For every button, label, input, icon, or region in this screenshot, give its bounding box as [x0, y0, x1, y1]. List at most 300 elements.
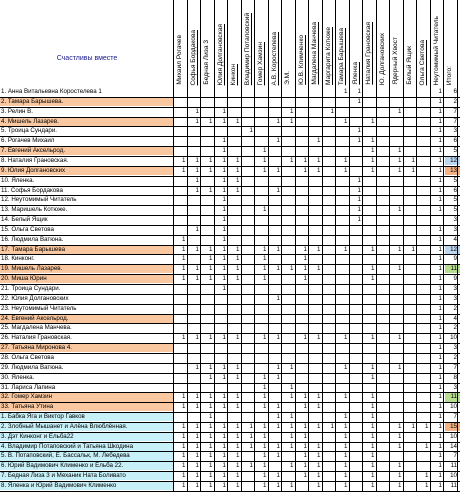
vote-cell[interactable]: 1: [195, 156, 199, 164]
vote-cell[interactable]: [201, 127, 214, 135]
vote-cell[interactable]: 1: [344, 117, 348, 125]
vote-cell[interactable]: [417, 118, 430, 126]
column-header[interactable]: [201, 0, 214, 87]
vote-cell[interactable]: 1: [411, 166, 415, 174]
vote-cell[interactable]: [242, 364, 255, 372]
vote-cell[interactable]: [404, 344, 417, 352]
vote-cell[interactable]: 1: [398, 166, 402, 174]
vote-cell[interactable]: [363, 226, 376, 234]
vote-cell[interactable]: [174, 295, 187, 303]
vote-cell[interactable]: [336, 206, 349, 214]
vote-cell[interactable]: [188, 127, 201, 135]
vote-cell[interactable]: [417, 246, 430, 254]
vote-cell[interactable]: 1: [398, 107, 402, 115]
vote-cell[interactable]: 1: [263, 275, 267, 283]
vote-cell[interactable]: [323, 443, 336, 451]
vote-cell[interactable]: [363, 344, 376, 352]
vote-cell[interactable]: [417, 147, 430, 155]
vote-cell[interactable]: 1: [357, 137, 361, 145]
vote-cell[interactable]: [323, 433, 336, 441]
row-total[interactable]: 3: [453, 216, 457, 224]
vote-cell[interactable]: 1: [195, 334, 199, 342]
vote-cell[interactable]: 1: [438, 285, 442, 292]
vote-cell[interactable]: [323, 118, 336, 126]
vote-cell[interactable]: 1: [276, 117, 280, 125]
vote-cell[interactable]: 1: [263, 245, 267, 253]
vote-cell[interactable]: [242, 384, 255, 392]
vote-cell[interactable]: 1: [398, 462, 402, 470]
vote-cell[interactable]: [201, 305, 214, 313]
vote-cell[interactable]: [282, 196, 295, 204]
vote-cell[interactable]: [363, 98, 376, 106]
vote-cell[interactable]: [255, 344, 268, 352]
vote-cell[interactable]: [242, 216, 255, 224]
vote-cell[interactable]: 1: [195, 275, 199, 283]
vote-cell[interactable]: [255, 108, 268, 116]
vote-cell[interactable]: 1: [195, 442, 199, 450]
vote-cell[interactable]: 1: [371, 413, 375, 421]
vote-cell[interactable]: [242, 334, 255, 342]
vote-cell[interactable]: [404, 305, 417, 313]
vote-cell[interactable]: 1: [222, 393, 226, 401]
vote-cell[interactable]: [296, 118, 309, 126]
vote-cell[interactable]: [417, 403, 430, 411]
vote-cell[interactable]: [242, 88, 255, 96]
vote-cell[interactable]: [350, 413, 363, 421]
vote-cell[interactable]: [269, 196, 282, 204]
vote-cell[interactable]: 1: [182, 452, 186, 460]
vote-cell[interactable]: [296, 354, 309, 362]
vote-cell[interactable]: 1: [182, 403, 186, 411]
vote-cell[interactable]: 1: [344, 166, 348, 174]
vote-cell[interactable]: [323, 127, 336, 135]
vote-cell[interactable]: 1: [317, 393, 321, 401]
vote-cell[interactable]: [282, 127, 295, 135]
vote-cell[interactable]: [350, 364, 363, 372]
vote-cell[interactable]: [377, 157, 390, 165]
vote-cell[interactable]: [174, 137, 187, 145]
vote-cell[interactable]: [242, 196, 255, 204]
column-header[interactable]: [255, 0, 268, 87]
vote-cell[interactable]: [282, 295, 295, 303]
vote-cell[interactable]: [377, 118, 390, 126]
vote-cell[interactable]: 1: [236, 482, 240, 489]
vote-cell[interactable]: [242, 374, 255, 382]
vote-cell[interactable]: [377, 364, 390, 372]
vote-cell[interactable]: [323, 285, 336, 293]
vote-cell[interactable]: [336, 275, 349, 283]
vote-cell[interactable]: 1: [236, 275, 240, 283]
row-total[interactable]: 9: [453, 255, 457, 263]
vote-cell[interactable]: 1: [209, 422, 213, 430]
vote-cell[interactable]: 1: [438, 304, 442, 312]
vote-cell[interactable]: 1: [236, 462, 240, 470]
vote-cell[interactable]: 1: [344, 88, 348, 95]
vote-cell[interactable]: 1: [209, 255, 213, 263]
vote-cell[interactable]: 1: [371, 265, 375, 273]
vote-cell[interactable]: 1: [182, 432, 186, 440]
vote-cell[interactable]: 1: [438, 235, 442, 243]
vote-cell[interactable]: 1: [209, 413, 213, 421]
vote-cell[interactable]: [404, 472, 417, 480]
vote-cell[interactable]: 1: [195, 117, 199, 125]
vote-cell[interactable]: [269, 305, 282, 313]
vote-cell[interactable]: [174, 344, 187, 352]
vote-cell[interactable]: 1: [317, 452, 321, 460]
vote-cell[interactable]: 1: [222, 422, 226, 430]
row-total[interactable]: 12: [445, 157, 460, 165]
vote-cell[interactable]: 1: [222, 245, 226, 253]
vote-cell[interactable]: [417, 236, 430, 244]
vote-cell[interactable]: [188, 413, 201, 421]
row-total[interactable]: 3: [453, 294, 457, 302]
vote-cell[interactable]: [269, 226, 282, 234]
vote-cell[interactable]: [377, 423, 390, 431]
vote-cell[interactable]: 1: [398, 422, 402, 430]
vote-cell[interactable]: 1: [290, 432, 294, 440]
vote-cell[interactable]: [228, 384, 241, 392]
column-header[interactable]: [431, 0, 444, 87]
vote-cell[interactable]: 1: [438, 245, 442, 253]
vote-cell[interactable]: 1: [209, 452, 213, 460]
vote-cell[interactable]: [363, 354, 376, 362]
vote-cell[interactable]: [174, 315, 187, 323]
vote-cell[interactable]: [255, 364, 268, 372]
vote-cell[interactable]: 1: [222, 225, 226, 233]
vote-cell[interactable]: [188, 295, 201, 303]
row-name-cell[interactable]: [0, 393, 173, 401]
vote-cell[interactable]: 1: [209, 117, 213, 125]
vote-cell[interactable]: [377, 285, 390, 293]
vote-cell[interactable]: [377, 226, 390, 234]
vote-cell[interactable]: 1: [182, 235, 186, 243]
vote-cell[interactable]: [255, 127, 268, 135]
vote-cell[interactable]: 1: [182, 156, 186, 164]
vote-cell[interactable]: 1: [398, 334, 402, 342]
row-name-cell[interactable]: [0, 177, 173, 185]
vote-cell[interactable]: [296, 187, 309, 195]
vote-cell[interactable]: 1: [438, 422, 442, 430]
vote-cell[interactable]: [350, 374, 363, 382]
vote-cell[interactable]: [242, 255, 255, 263]
vote-cell[interactable]: 1: [344, 432, 348, 440]
vote-cell[interactable]: [404, 206, 417, 214]
vote-cell[interactable]: 1: [209, 482, 213, 489]
vote-cell[interactable]: [242, 275, 255, 283]
vote-cell[interactable]: 1: [303, 452, 307, 460]
vote-cell[interactable]: [282, 246, 295, 254]
vote-cell[interactable]: [404, 354, 417, 362]
vote-cell[interactable]: [350, 246, 363, 254]
row-name-cell[interactable]: [0, 137, 173, 145]
vote-cell[interactable]: 1: [438, 186, 442, 194]
vote-cell[interactable]: 1: [222, 285, 226, 292]
vote-cell[interactable]: 1: [209, 275, 213, 283]
vote-cell[interactable]: 1: [276, 422, 280, 430]
vote-cell[interactable]: [323, 472, 336, 480]
vote-cell[interactable]: [323, 315, 336, 323]
vote-cell[interactable]: [242, 295, 255, 303]
vote-cell[interactable]: [336, 324, 349, 332]
vote-cell[interactable]: [363, 127, 376, 135]
vote-cell[interactable]: [404, 462, 417, 470]
vote-cell[interactable]: [282, 177, 295, 185]
vote-cell[interactable]: 1: [276, 137, 280, 145]
vote-cell[interactable]: 1: [236, 265, 240, 273]
vote-cell[interactable]: 1: [344, 472, 348, 480]
vote-cell[interactable]: [228, 88, 241, 96]
column-header[interactable]: [242, 0, 255, 87]
vote-cell[interactable]: [323, 246, 336, 254]
vote-cell[interactable]: [242, 226, 255, 234]
vote-cell[interactable]: 1: [276, 363, 280, 371]
vote-cell[interactable]: [242, 98, 255, 106]
vote-cell[interactable]: [417, 255, 430, 263]
vote-cell[interactable]: [201, 285, 214, 293]
vote-cell[interactable]: [242, 452, 255, 460]
vote-cell[interactable]: [363, 315, 376, 323]
vote-cell[interactable]: [377, 354, 390, 362]
vote-cell[interactable]: [215, 88, 228, 96]
vote-cell[interactable]: [323, 295, 336, 303]
column-header[interactable]: [336, 0, 349, 87]
vote-cell[interactable]: 1: [195, 403, 199, 411]
vote-cell[interactable]: [269, 433, 282, 441]
vote-cell[interactable]: 1: [222, 275, 226, 283]
vote-cell[interactable]: 1: [425, 442, 429, 450]
vote-cell[interactable]: 1: [303, 166, 307, 174]
vote-cell[interactable]: [336, 216, 349, 224]
vote-cell[interactable]: 1: [371, 472, 375, 480]
vote-cell[interactable]: [309, 315, 322, 323]
vote-cell[interactable]: 1: [182, 482, 186, 489]
vote-cell[interactable]: [363, 305, 376, 313]
vote-cell[interactable]: [350, 452, 363, 460]
vote-cell[interactable]: [242, 403, 255, 411]
vote-cell[interactable]: 1: [317, 422, 321, 430]
vote-cell[interactable]: 1: [236, 255, 240, 263]
row-total[interactable]: 3: [453, 225, 457, 233]
column-header[interactable]: [417, 0, 430, 87]
vote-cell[interactable]: [350, 285, 363, 293]
vote-cell[interactable]: [309, 413, 322, 421]
vote-cell[interactable]: [404, 384, 417, 392]
vote-cell[interactable]: [323, 177, 336, 185]
vote-cell[interactable]: [188, 98, 201, 106]
vote-cell[interactable]: 1: [209, 403, 213, 411]
vote-cell[interactable]: [323, 265, 336, 273]
vote-cell[interactable]: 1: [344, 482, 348, 489]
vote-cell[interactable]: [282, 344, 295, 352]
vote-cell[interactable]: [390, 88, 403, 96]
row-name-cell[interactable]: [0, 354, 173, 362]
vote-cell[interactable]: [255, 305, 268, 313]
vote-cell[interactable]: 1: [222, 235, 226, 243]
vote-cell[interactable]: 1: [263, 166, 267, 174]
vote-cell[interactable]: 1: [357, 176, 361, 184]
vote-cell[interactable]: [323, 167, 336, 175]
vote-cell[interactable]: [242, 413, 255, 421]
vote-cell[interactable]: [404, 295, 417, 303]
vote-cell[interactable]: [404, 137, 417, 145]
vote-cell[interactable]: [255, 226, 268, 234]
row-total[interactable]: 5: [453, 206, 457, 214]
vote-cell[interactable]: [282, 137, 295, 145]
vote-cell[interactable]: [228, 216, 241, 224]
vote-cell[interactable]: [309, 108, 322, 116]
vote-cell[interactable]: 1: [438, 472, 442, 480]
vote-cell[interactable]: 1: [236, 117, 240, 125]
vote-cell[interactable]: [336, 295, 349, 303]
vote-cell[interactable]: [174, 118, 187, 126]
vote-cell[interactable]: [188, 374, 201, 382]
vote-cell[interactable]: [188, 88, 201, 96]
vote-cell[interactable]: 1: [317, 462, 321, 470]
row-total[interactable]: 10: [450, 432, 457, 440]
vote-cell[interactable]: 1: [290, 442, 294, 450]
vote-cell[interactable]: [201, 344, 214, 352]
row-name-cell[interactable]: [0, 403, 173, 411]
vote-cell[interactable]: [296, 88, 309, 96]
vote-cell[interactable]: 1: [209, 265, 213, 273]
vote-cell[interactable]: [228, 127, 241, 135]
column-header[interactable]: [323, 0, 336, 87]
vote-cell[interactable]: [350, 147, 363, 155]
vote-cell[interactable]: 1: [209, 373, 213, 381]
vote-cell[interactable]: 1: [398, 432, 402, 440]
vote-cell[interactable]: [309, 98, 322, 106]
vote-cell[interactable]: 1: [276, 403, 280, 411]
vote-cell[interactable]: [363, 206, 376, 214]
vote-cell[interactable]: 1: [195, 393, 199, 401]
vote-cell[interactable]: 1: [263, 462, 267, 470]
vote-cell[interactable]: 1: [371, 117, 375, 125]
vote-cell[interactable]: 1: [195, 472, 199, 480]
row-name-cell[interactable]: [0, 216, 173, 224]
vote-cell[interactable]: [417, 315, 430, 323]
vote-cell[interactable]: 1: [371, 156, 375, 164]
vote-cell[interactable]: [201, 196, 214, 204]
vote-cell[interactable]: [417, 226, 430, 234]
vote-cell[interactable]: 1: [438, 432, 442, 440]
vote-cell[interactable]: [282, 88, 295, 96]
vote-cell[interactable]: [188, 305, 201, 313]
vote-cell[interactable]: [390, 374, 403, 382]
vote-cell[interactable]: [282, 354, 295, 362]
vote-cell[interactable]: [350, 354, 363, 362]
vote-cell[interactable]: [309, 147, 322, 155]
vote-cell[interactable]: 1: [317, 156, 321, 164]
vote-cell[interactable]: [377, 216, 390, 224]
vote-cell[interactable]: [404, 393, 417, 401]
vote-cell[interactable]: [377, 384, 390, 392]
vote-cell[interactable]: [228, 285, 241, 293]
vote-cell[interactable]: 1: [263, 393, 267, 401]
vote-cell[interactable]: 1: [290, 107, 294, 115]
vote-cell[interactable]: 1: [398, 265, 402, 273]
row-total[interactable]: 7: [453, 413, 457, 421]
vote-cell[interactable]: [350, 118, 363, 126]
vote-cell[interactable]: 1: [357, 127, 361, 135]
vote-cell[interactable]: 1: [263, 472, 267, 480]
vote-cell[interactable]: 1: [317, 137, 321, 145]
row-name-cell[interactable]: [0, 196, 173, 204]
vote-cell[interactable]: [417, 177, 430, 185]
vote-cell[interactable]: [404, 108, 417, 116]
vote-cell[interactable]: 1: [438, 176, 442, 184]
row-total[interactable]: 11: [450, 462, 457, 470]
vote-cell[interactable]: [309, 255, 322, 263]
vote-cell[interactable]: [228, 196, 241, 204]
vote-cell[interactable]: [255, 324, 268, 332]
vote-cell[interactable]: [242, 246, 255, 254]
vote-cell[interactable]: [269, 255, 282, 263]
row-total[interactable]: 8: [453, 373, 457, 381]
vote-cell[interactable]: 1: [182, 166, 186, 174]
column-header[interactable]: [174, 0, 187, 87]
vote-cell[interactable]: [228, 344, 241, 352]
vote-cell[interactable]: [188, 344, 201, 352]
row-name-cell[interactable]: [0, 315, 173, 323]
vote-cell[interactable]: 1: [222, 462, 226, 470]
vote-cell[interactable]: [404, 285, 417, 293]
vote-cell[interactable]: [390, 275, 403, 283]
vote-cell[interactable]: [309, 433, 322, 441]
vote-cell[interactable]: [188, 196, 201, 204]
vote-cell[interactable]: [228, 236, 241, 244]
vote-cell[interactable]: [390, 118, 403, 126]
vote-cell[interactable]: [404, 452, 417, 460]
vote-cell[interactable]: 1: [317, 245, 321, 253]
vote-cell[interactable]: [269, 88, 282, 96]
vote-cell[interactable]: [309, 324, 322, 332]
vote-cell[interactable]: [255, 196, 268, 204]
vote-cell[interactable]: [390, 226, 403, 234]
row-name-cell[interactable]: [0, 482, 173, 490]
vote-cell[interactable]: [336, 187, 349, 195]
vote-cell[interactable]: [282, 147, 295, 155]
vote-cell[interactable]: [255, 187, 268, 195]
vote-cell[interactable]: 1: [290, 413, 294, 421]
vote-cell[interactable]: 1: [263, 403, 267, 411]
vote-cell[interactable]: 1: [222, 117, 226, 125]
vote-cell[interactable]: [309, 344, 322, 352]
row-name-cell[interactable]: [0, 88, 173, 96]
vote-cell[interactable]: [350, 334, 363, 342]
vote-cell[interactable]: [323, 305, 336, 313]
vote-cell[interactable]: [323, 462, 336, 470]
vote-cell[interactable]: [201, 216, 214, 224]
vote-cell[interactable]: 1: [357, 97, 361, 105]
vote-cell[interactable]: 1: [438, 393, 442, 401]
vote-cell[interactable]: [309, 177, 322, 185]
row-total[interactable]: 3: [453, 344, 457, 352]
vote-cell[interactable]: [363, 196, 376, 204]
vote-cell[interactable]: 1: [236, 334, 240, 342]
vote-cell[interactable]: [215, 344, 228, 352]
vote-cell[interactable]: [174, 187, 187, 195]
vote-cell[interactable]: [377, 177, 390, 185]
vote-cell[interactable]: [377, 443, 390, 451]
vote-cell[interactable]: [350, 315, 363, 323]
vote-cell[interactable]: [269, 275, 282, 283]
vote-cell[interactable]: [296, 482, 309, 490]
vote-cell[interactable]: [390, 413, 403, 421]
vote-cell[interactable]: [174, 364, 187, 372]
vote-cell[interactable]: [282, 236, 295, 244]
vote-cell[interactable]: [242, 137, 255, 145]
vote-cell[interactable]: 1: [303, 255, 307, 263]
